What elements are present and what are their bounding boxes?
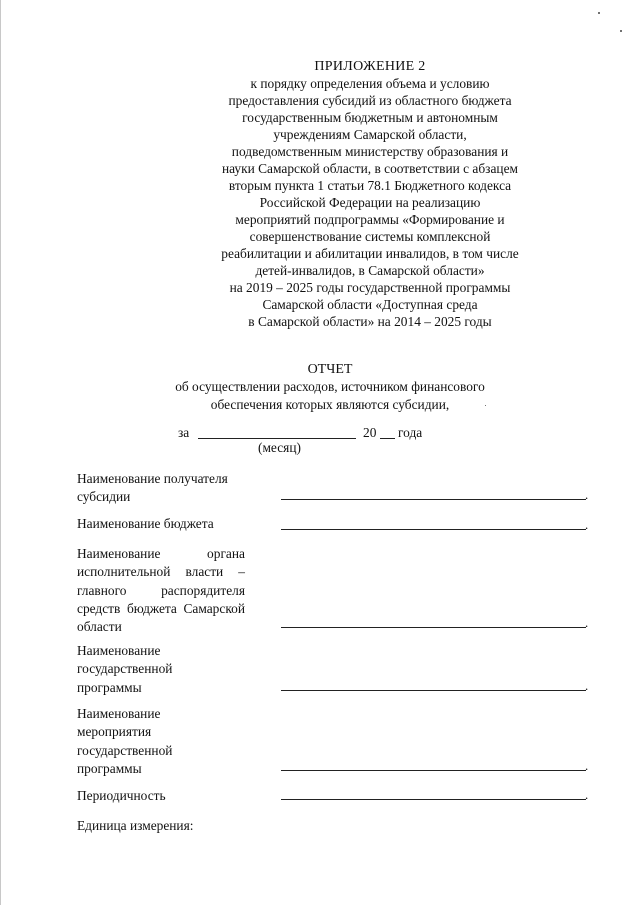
annex-line: подведомственным министерству образования и [231, 144, 509, 159]
annex-line: вторым пункта 1 статьи 78.1 Бюджетного кодекса [228, 178, 512, 193]
scan-speck [485, 405, 486, 406]
scan-speck [620, 30, 622, 32]
annex-block [210, 58, 530, 330]
field-periodicity-label: Периодичность [77, 788, 166, 803]
fill-dot: . [585, 678, 589, 693]
report-subtitle-line: об осуществлении расходов, источником финансового [175, 379, 485, 394]
annex-line: на 2019 – 2025 годы государственной программы [229, 280, 511, 295]
field-periodicity-blank [281, 799, 586, 800]
field-unit-label: Единица измерения: [77, 818, 194, 833]
field-activity-blank [281, 770, 586, 771]
annex-line: реабилитации и абилитации инвалидов, в том числе [221, 246, 519, 261]
year-prefix: 20 [363, 425, 377, 440]
fill-dot: . [585, 615, 589, 630]
field-program-label: Наименование государственной программы [77, 643, 173, 695]
report-subtitle [0, 378, 640, 414]
annex-line: мероприятий подпрограммы «Формирование и [235, 212, 505, 227]
annex-line: предоставления субсидий из областного бюджета [228, 93, 512, 108]
field-authority-label: Наименование органа исполнительной власти – главного распорядителя средств бюджета Самарской области [77, 546, 245, 635]
annex-line: детей-инвалидов, в Самарской области» [255, 263, 485, 278]
report-title: ОТЧЕТ [307, 362, 353, 377]
annex-line: науки Самарской области, в соответствии с абзацем [221, 161, 519, 176]
year-blank [380, 438, 395, 439]
field-recipient-blank [281, 499, 586, 500]
field-authority-blank [281, 627, 586, 628]
annex-line: Самарской области «Доступная среда [262, 297, 478, 312]
annex-line: Российской Федерации на реализацию [259, 195, 481, 210]
period-suffix: года [398, 425, 423, 440]
period-prefix: за [178, 425, 190, 440]
fill-dot: . [585, 517, 589, 532]
field-budget-label: Наименование бюджета [77, 516, 214, 531]
annex-line: в Самарской области» на 2014 – 2025 годы [248, 314, 492, 329]
fill-dot: . [585, 758, 589, 773]
scan-edge [0, 0, 1, 905]
month-blank [198, 438, 356, 439]
annex-line: государственным бюджетным и автономным [242, 110, 498, 125]
annex-title: ПРИЛОЖЕНИЕ 2 [314, 59, 426, 74]
report-subtitle-line: обеспечения которых являются субсидии, [210, 397, 450, 412]
field-program-blank [281, 690, 586, 691]
fill-dot: . [585, 487, 589, 502]
annex-line: к порядку определения объема и условию [250, 76, 490, 91]
field-activity-label: Наименование мероприятия государственной программы [77, 706, 173, 776]
annex-line: учреждениям Самарской области, [273, 127, 467, 142]
field-recipient-label: Наименование получателя субсидии [77, 471, 228, 505]
month-hint: (месяц) [258, 440, 301, 455]
annex-line: совершенствование системы комплексной [249, 229, 491, 244]
fill-dot: . [585, 787, 589, 802]
scan-speck [598, 12, 600, 14]
field-budget-blank [281, 529, 586, 530]
